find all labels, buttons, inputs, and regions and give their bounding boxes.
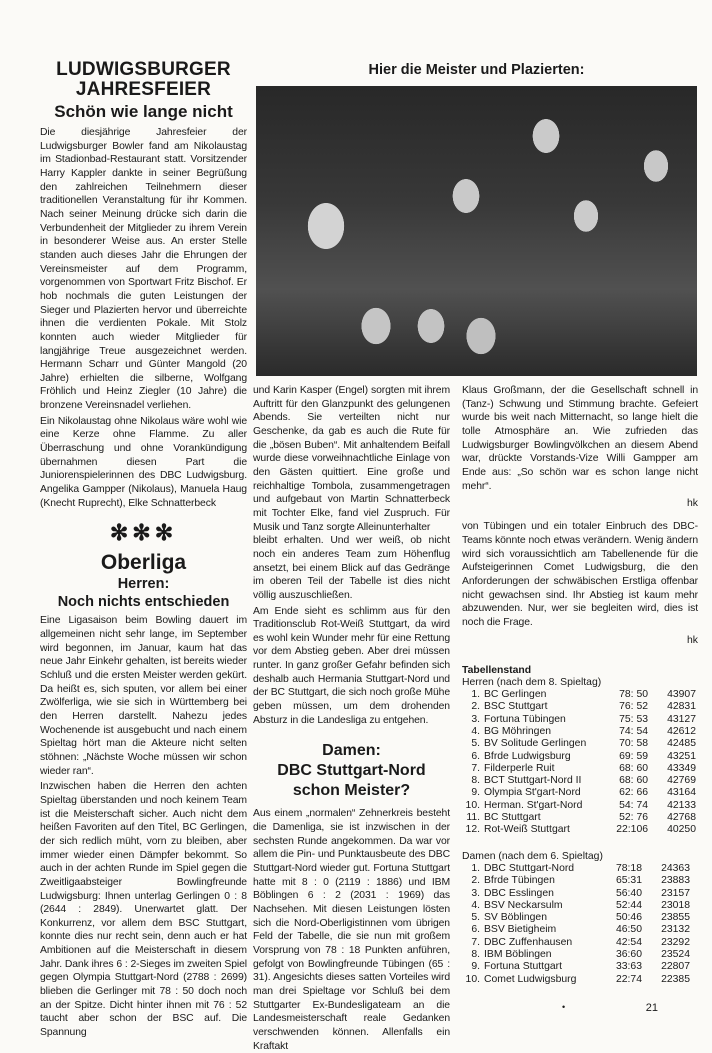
standings-row [462, 900, 698, 912]
standings-team: DBC Esslingen [484, 887, 554, 899]
standings-row [462, 763, 698, 775]
standings-rank: 11. [466, 812, 480, 824]
standings-pins: 23883 [661, 875, 690, 887]
standings-pins: 23018 [661, 899, 690, 911]
article-paragraph: Inzwischen haben die Herren den achten Spieltag überstanden und noch keinem Team ist die Meisterschaft sicher. Auch nicht dem heißen Favoriten auf den Titel, BC Gerlingen, der sich redlich müht, vorn zu bleiben, aber immer wieder einen Dämpfer bekommt. So auch in der achten Runde im Spiel gegen die Zweitligaabsteiger Bowlingfreunde Ludwigsburg: Ihnen unterlag Gerlingen 0 : 8 (2644 : 2849). Unerwartet glatt. Der Konkurrenz, vor allem dem BSC Stuttgart, konnte dies nur recht sein, denn auch er hat Ambitionen auf die Meisterschaft in diesem Jahr. Dank ihres 6 : 2-Sieges im zweiten Spiel gegen Olympia Stuttgart-Nord (2788 : 2699) blieben die Gerlinger mit 78 : 50 doch noch an der Spitze. Dicht hinter ihnen mit 76 : 52 taucht aber schon der BSC auf. Die Spannung [40, 781, 247, 1039]
standings-points: 70: 58 [619, 738, 648, 750]
standings-team: Herman. St'gart-Nord [484, 799, 583, 811]
standings-pins: 24363 [661, 862, 690, 874]
standings-row [462, 974, 698, 986]
standings-points: 46:50 [615, 924, 642, 936]
standings-rank: 10. [465, 799, 480, 811]
author-initials: hk [687, 498, 698, 510]
standings-rank: 6. [471, 924, 480, 936]
standings-team: Fortuna Stuttgart [484, 961, 562, 973]
standings-team: Fortuna Tübingen [484, 713, 566, 725]
standings-row [462, 800, 698, 812]
standings-rank: 5. [471, 738, 480, 750]
standings-points: 76: 52 [619, 701, 648, 713]
standings-pins: 22385 [661, 973, 690, 985]
standings-points: 69: 59 [619, 750, 648, 762]
standings-team: BSV Neckarsulm [484, 899, 563, 911]
standings-team: Bfrde Ludwigsburg [484, 750, 571, 762]
standings-rank: 7. [471, 936, 480, 948]
standings-team: BCT Stuttgart-Nord II [484, 775, 582, 787]
standings-rank: 4. [471, 899, 480, 911]
standings-points: 22:106 [616, 824, 648, 836]
standings-points: 68: 60 [619, 775, 648, 787]
article-paragraph: Aus einem „normalen“ Zehnerkreis besteht die Damenliga, sie ist inzwischen in der sechsten Runde angekommen. Da war vor allem die Pin- und Punktausbeute des DBC Stuttgart-Nord wieder gut. Fortuna Stuttgart hatte mit 8 : 0 (2119 : 1886) und IBM Böblingen 6 : 2 (2031 : 1969) das Nachsehen. Mit diesen Leistungen lösten sich die Nord-Oberligistinnen vom übrigen Feld der Tabelle, die sie nun mit großem Vorsprung von 78 : 18 Punkten anführen, gefolgt von Bowlingfreunde Tübingen (65 : 31). Angesichts dieses satten Vorteiles wird man drei Spieltage vor Schluß bei dem Stuttgarter Ex-Bundesligateam an die Landesmeisterschaft reale Gedanken verschwenden können. Allenfalls ein Kraftakt [253, 808, 450, 1052]
standings-team: BC Stuttgart [484, 812, 541, 824]
standings-rank: 5. [471, 912, 480, 924]
standings-row [462, 689, 698, 701]
standings-row [462, 912, 698, 924]
standings-pins: 42769 [667, 775, 696, 787]
standings-points: 78:18 [615, 862, 642, 874]
article-paragraph: Klaus Großmann, der die Gesellschaft schnell in (Tanz-) Schwung und Stimmung brachte. Gefeiert wurde bis weit nach Mitternacht, so lange hielt die tolle Atmosphäre an. Wie zufrieden das Ludwigsburger Bowlingvölkchen an diesem Abend war, drückte Vorstands-Vize Willi Gampper am Ende aus: „So schön war es schon lange nicht mehr“. [462, 385, 698, 492]
standings-team: Comet Ludwigsburg [484, 973, 577, 985]
standings-row [462, 949, 698, 961]
standings-team: SV Böblingen [484, 912, 547, 924]
standings-row [462, 812, 698, 824]
standings-rank: 1. [471, 862, 480, 874]
standings-row [462, 961, 698, 973]
standings-rank: 8. [471, 949, 480, 961]
standings-points: 75: 53 [619, 713, 648, 725]
standings-points: 65:31 [615, 875, 642, 887]
standings-points: 52: 76 [619, 812, 648, 824]
standings-row [462, 924, 698, 936]
standings-pins: 23855 [661, 912, 690, 924]
standings-rank: 1. [471, 689, 480, 701]
standings-pins: 23157 [661, 887, 690, 899]
standings-points: 54: 74 [619, 799, 648, 811]
standings-row [462, 775, 698, 787]
standings-rank: 2. [471, 875, 480, 887]
standings-points: 52:44 [615, 899, 642, 911]
standings-points: 68: 60 [619, 762, 648, 774]
standings-pins: 43251 [667, 750, 696, 762]
standings-points: 22:74 [615, 973, 642, 985]
standings-row [462, 888, 698, 900]
standings-row [462, 863, 698, 875]
standings-rank: 12. [465, 824, 480, 836]
article-subtitle: Schön wie lange nicht [54, 102, 233, 121]
standings-pins: 42768 [667, 812, 696, 824]
standings-pins: 42485 [667, 738, 696, 750]
standings-table [462, 665, 698, 986]
standings-damen-label: Damen (nach dem 6. Spieltag) [462, 850, 603, 862]
column-2 [253, 384, 450, 1053]
article-paragraph: Eine Ligasaison beim Bowling dauert im allgemeinen nicht sehr lange, im September wird begonnen, im Januar, kaum hat das neue Jahr Einkehr gehalten, ist bereits wieder Schluß und die ersten Meister werden gekürt. Da heißt es, sich sputen, vor allem bei einer Zwölferliga, wie sie sich in Württemberg bei den Herren darstellt. Nahezu jedes Wochenende ist ausgebucht und nach einem Spieltag hört man die Akteure nicht selten stöhnen: „Nächste Woche müssen wir schon wieder ran“. [40, 615, 247, 777]
section-subtitle: Herren: [117, 576, 170, 593]
standings-rank: 9. [471, 961, 480, 973]
standings-team: IBM Böblingen [484, 949, 552, 961]
article-paragraph: von Tübingen und ein totaler Einbruch des DBC-Teams könnte noch etwas verändern. Wenig ändern wird sich voraussichtlich am Tabellenende für die Aufsteigerinnen Comet Ludwigsburg, die den Anforderungen der schwäbischen Erstliga offenbar nicht gewachsen sind. Ihr Abstieg ist kaum mehr abzuwenden. Nur, wer sie begleiten wird, dies ist noch die Frage. [462, 521, 698, 628]
standings-row [462, 738, 698, 750]
standings-row [462, 751, 698, 763]
standings-row [462, 714, 698, 726]
article-paragraph: Die diesjährige Jahresfeier der Ludwigsburger Bowler fand am Nikolaustag im Stadionbad-Restaurant statt. Vorsitzender Harry Kappler dankte in seiner Begrüßung den zahlreichen Teilnehmern dieser traditionellen Veranstaltung für ihr Kommen. Nach seiner Meinung drücke sich darin die Verbundenheit der Mitglieder zu ihrem Verein in besonderer Weise aus. An erster Stelle standen auch dieses Jahr die Ehrungen der Vereinsmeister auf dem Programm, vorgenommen von Sportwart Fritz Bischof. Er hob nochmals die guten Leistungen der Sieger und Plazierten hervor und überreichte ihnen die verdienten Pokale. Mit Stolz konnten auch wieder Mitglieder für langjährige Treue ausgezeichnet werden. Hermann Scharr und Günter Mangold (20 Jahre) erhielten die silberne, Wolfgang Fröhlich und Heinz Ziegler (10 Jahre) die bronzene Vereinsnadel verliehen. [40, 127, 247, 412]
standings-row [462, 824, 698, 836]
standings-pins: 23524 [661, 949, 690, 961]
section-separator: ✻✻✻ [109, 520, 178, 546]
standings-rank: 7. [471, 762, 480, 774]
standings-team: BV Solitude Gerlingen [484, 738, 587, 750]
column-1 [40, 60, 247, 1040]
standings-pins: 43907 [667, 689, 696, 701]
standings-rank: 6. [471, 750, 480, 762]
article-paragraph: bleibt erhalten. Und wer weiß, ob nicht noch ein anderes Team zum Höhenflug ansetzt, bei einem Blick auf das Gedränge im oberen Teil der Tabelle ist dies nicht völlig auszuschließen. [253, 535, 450, 601]
standings-points: 62: 66 [619, 787, 648, 799]
section-title: Oberliga [100, 551, 187, 575]
section-title: DBC Stuttgart-Nord [277, 762, 426, 780]
print-dot: • [562, 1001, 566, 1012]
photo-heading: Hier die Meister und Plazierten: [368, 62, 585, 78]
standings-rank: 9. [471, 787, 480, 799]
standings-rank: 2. [471, 701, 480, 713]
standings-row [462, 726, 698, 738]
standings-pins: 23292 [661, 936, 690, 948]
standings-title: Tabellenstand [462, 664, 532, 676]
standings-rank: 8. [471, 775, 480, 787]
column-3 [462, 384, 698, 1014]
standings-points: 74: 54 [619, 725, 648, 737]
standings-herren-label: Herren (nach dem 8. Spieltag) [462, 676, 602, 688]
section-title: schon Meister? [292, 782, 411, 800]
article-paragraph: Ein Nikolaustag ohne Nikolaus wäre wohl wie eine Kerze ohne Flamme. Zu aller Überraschung und ohne Vorankündigung übernahmen diesen Part die Juniorenspielerinnen des DBC Ludwigsburg. Angelika Gampper (Nikolaus), Manuela Haug (Knecht Ruprecht), Elke Schnatterbeck [40, 415, 247, 509]
standings-pins: 23132 [661, 924, 690, 936]
standings-row [462, 701, 698, 713]
standings-team: BC Gerlingen [484, 689, 547, 701]
standings-row [462, 875, 698, 887]
standings-pins: 42612 [667, 725, 696, 737]
section-title: Damen: [322, 742, 381, 760]
standings-row [462, 787, 698, 799]
standings-points: 42:54 [615, 936, 642, 948]
standings-team: BSV Bietigheim [484, 924, 557, 936]
standings-points: 78: 50 [619, 689, 648, 701]
section-subtitle: Noch nichts entschieden [57, 594, 230, 611]
standings-pins: 43127 [667, 713, 696, 725]
standings-pins: 42133 [667, 799, 696, 811]
standings-pins: 40250 [667, 824, 696, 836]
group-photo [256, 86, 697, 376]
standings-points: 56:40 [615, 887, 642, 899]
standings-team: Olympia St'gart-Nord [484, 787, 581, 799]
article-paragraph: und Karin Kasper (Engel) sorgten mit ihrem Auftritt für den Glanzpunkt des gelungenen Abends. Sie verteilten nicht nur Geschenke, da gab es auch die Rute für die „bösen Buben“. Mit anhaltendem Beifall wurde diese vorweihnachtliche Einlage von den Gästen quittiert. Eine große und reichhaltige Tombola, zusammengetragen und aufgebaut von Martin Schnatterbeck mit Tochter Elke, fand viel Zuspruch. Für Musik und Tanz sorgte Alleinunterhalter [253, 385, 450, 533]
standings-pins: 43349 [667, 762, 696, 774]
standings-pins: 43164 [667, 787, 696, 799]
article-paragraph: Am Ende sieht es schlimm aus für den Traditionsclub Rot-Weiß Stuttgart, da wird es wohl kein Wunder mehr für eine Rettung vor dem Abstieg geben. Aber drei müssen runter. In ganz großer Gefahr befinden sich deshalb auch Hermania Stuttgart-Nord und der BC Stuttgart, die sich noch große Mühe geben müssen, um dem drohenden Absturz in die Landesliga zu entgehen. [253, 605, 450, 726]
standings-pins: 22807 [661, 961, 690, 973]
author-initials: hk [687, 634, 698, 646]
standings-team: Rot-Weiß Stuttgart [484, 824, 570, 836]
standings-team: Bfrde Tübingen [484, 875, 555, 887]
standings-team: Filderperle Ruit [484, 762, 555, 774]
standings-points: 50:46 [615, 912, 642, 924]
standings-team: DBC Zuffenhausen [484, 936, 573, 948]
standings-rank: 3. [471, 713, 480, 725]
standings-team: BG Möhringen [484, 725, 551, 737]
standings-team: DBC Stuttgart-Nord [484, 862, 575, 874]
page-number: 21 [645, 1001, 658, 1014]
standings-points: 36:60 [615, 949, 642, 961]
standings-row [462, 937, 698, 949]
standings-team: BSC Stuttgart [484, 701, 548, 713]
article-title: LUDWIGSBURGER JAHRESFEIER [56, 59, 231, 100]
standings-rank: 3. [471, 887, 480, 899]
standings-pins: 42831 [667, 701, 696, 713]
standings-rank: 4. [471, 725, 480, 737]
standings-rank: 10. [465, 973, 480, 985]
standings-points: 33:63 [615, 961, 642, 973]
